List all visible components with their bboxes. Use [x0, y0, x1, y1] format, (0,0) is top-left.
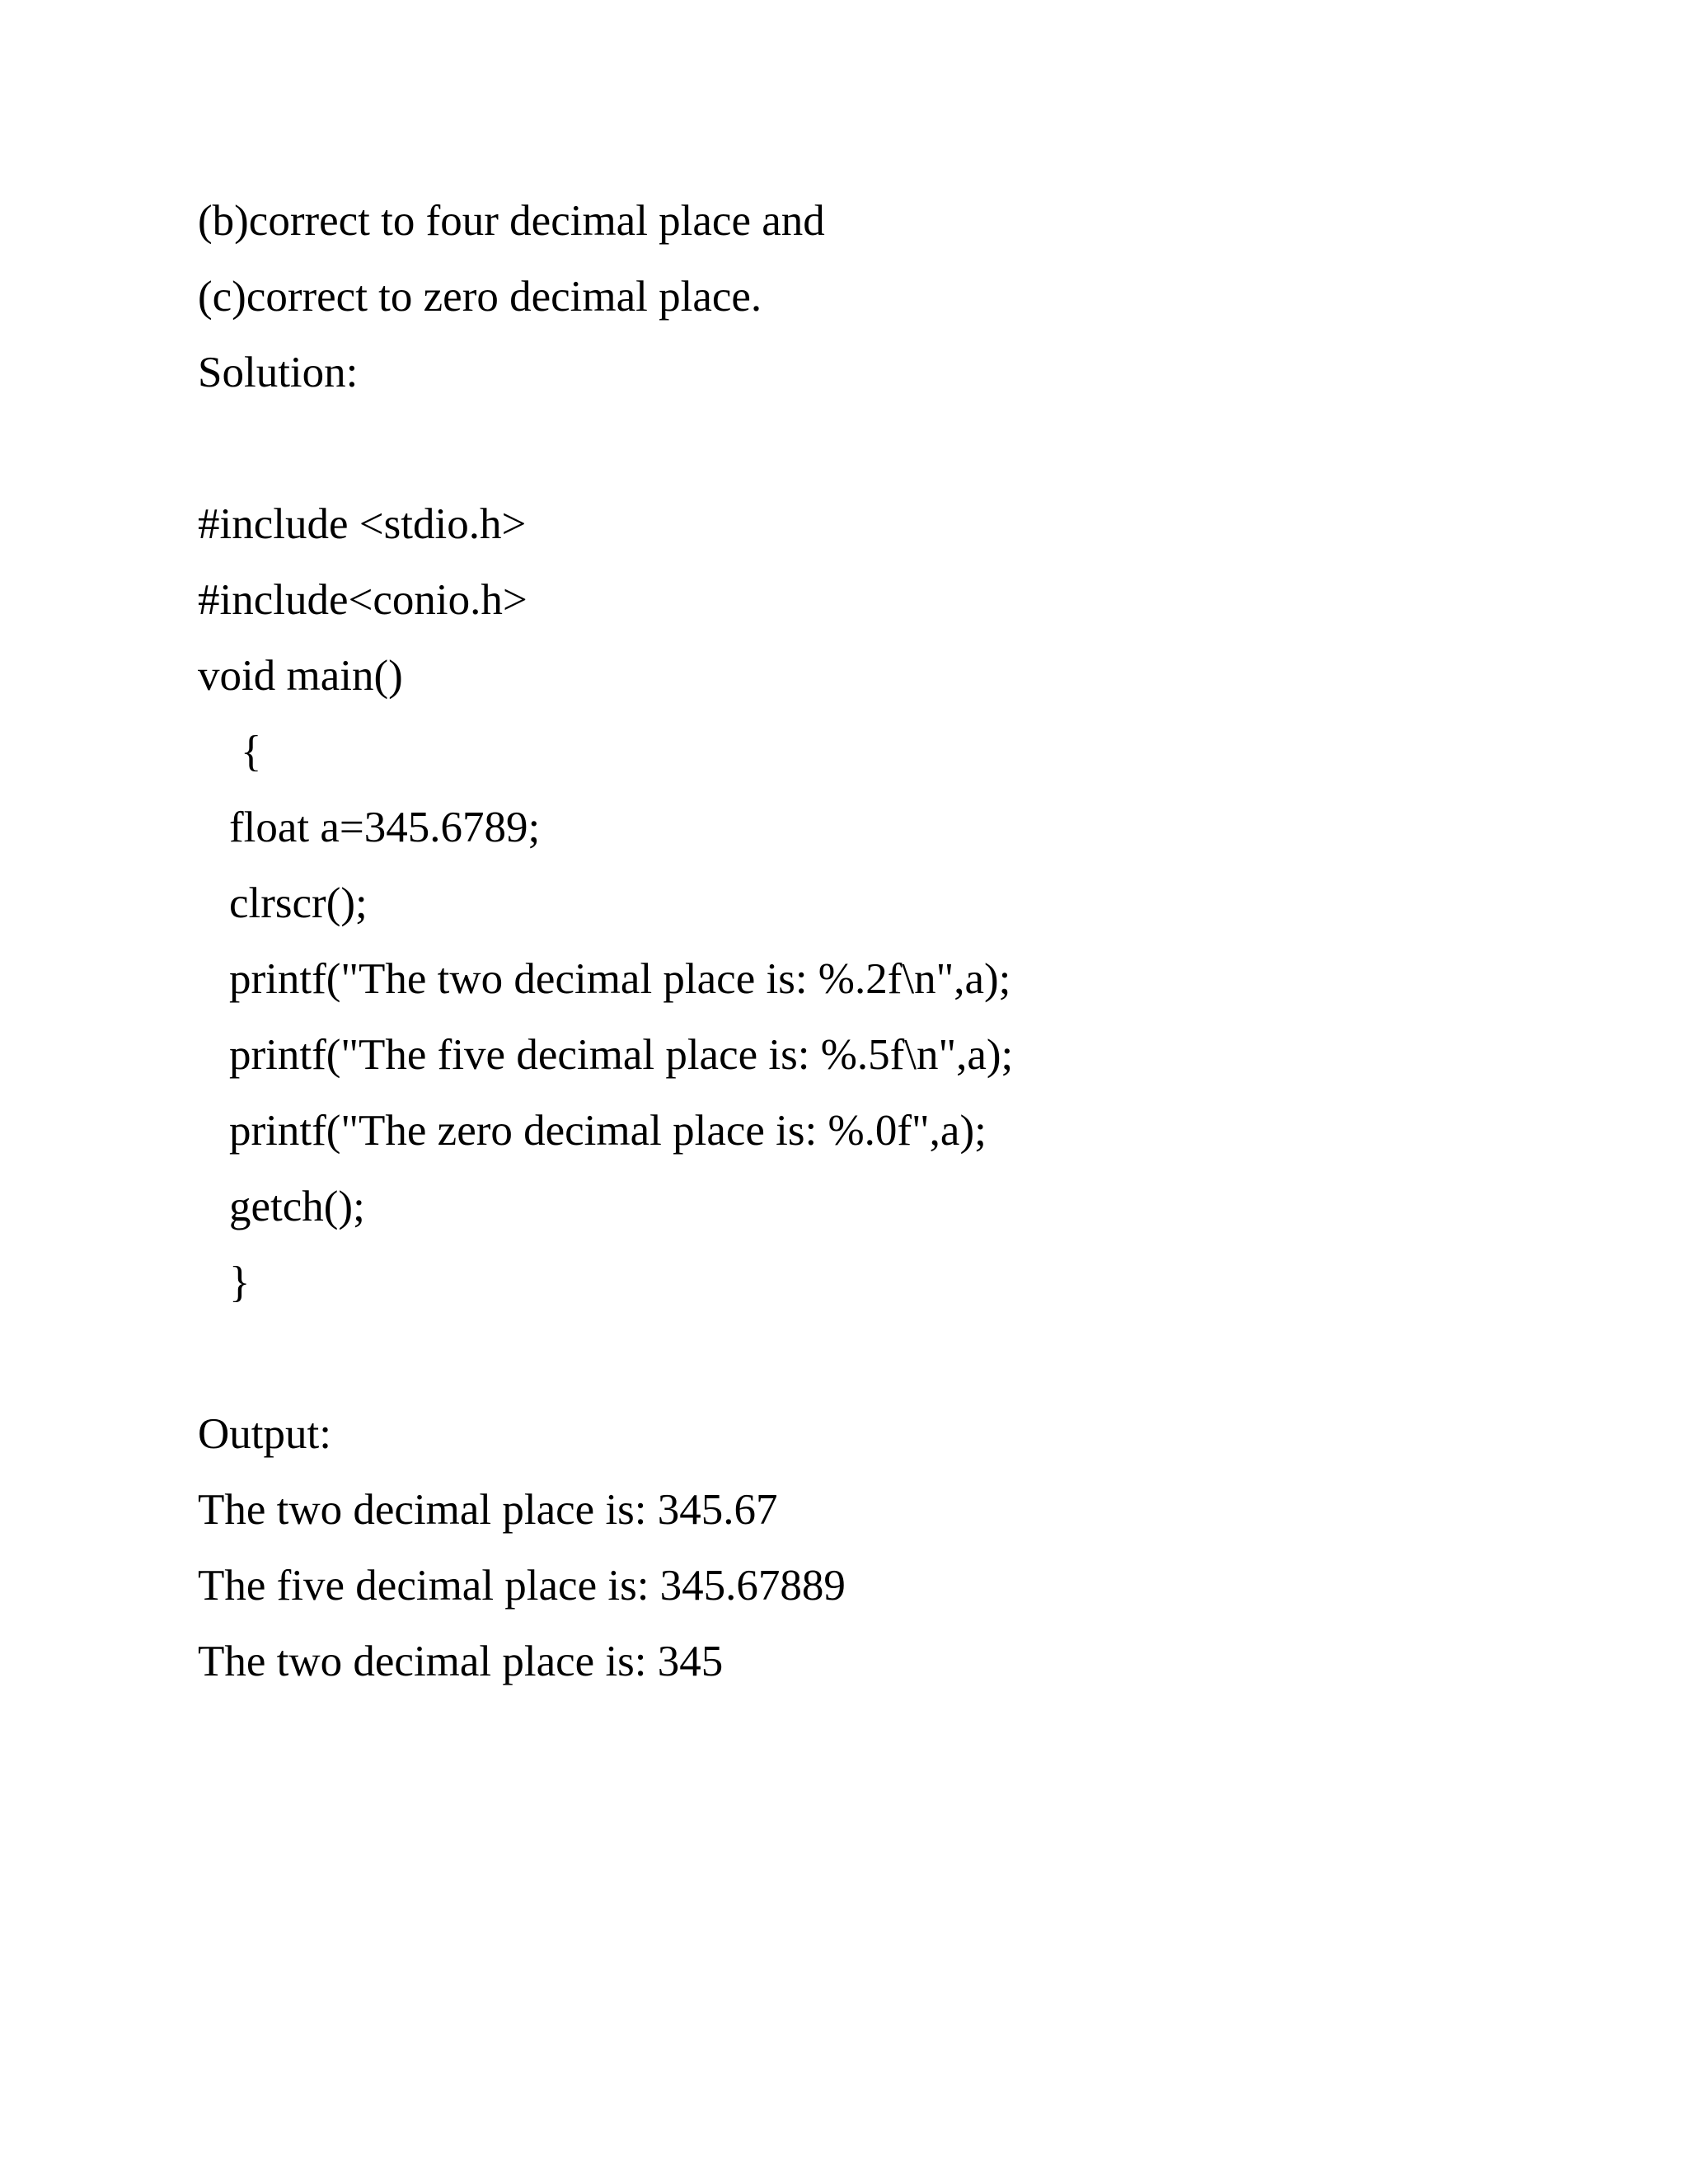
solution-heading: Solution: — [198, 349, 359, 396]
code-line: #include<conio.h> — [198, 576, 528, 624]
code-line: float a=345.6789; — [229, 804, 541, 851]
output-line: The two decimal place is: 345 — [198, 1638, 724, 1685]
code-line: void main() — [198, 652, 403, 700]
code-line: #include <stdio.h> — [198, 500, 527, 548]
code-line: printf("The two decimal place is: %.2f\n",a); — [229, 955, 1011, 1003]
code-line: printf("The zero decimal place is: %.0f",a); — [229, 1107, 987, 1155]
output-heading: Output: — [198, 1410, 331, 1458]
output-line: The five decimal place is: 345.67889 — [198, 1562, 846, 1610]
output-line: The two decimal place is: 345.67 — [198, 1486, 778, 1534]
code-line: printf("The five decimal place is: %.5f\n",a); — [229, 1031, 1014, 1079]
code-line: getch(); — [229, 1183, 365, 1230]
code-line: } — [229, 1258, 251, 1306]
question-part-c: (c)correct to zero decimal place. — [198, 273, 762, 321]
question-part-b: (b)correct to four decimal place and — [198, 197, 825, 245]
code-line: { — [241, 728, 262, 776]
code-line: clrscr(); — [229, 879, 368, 927]
